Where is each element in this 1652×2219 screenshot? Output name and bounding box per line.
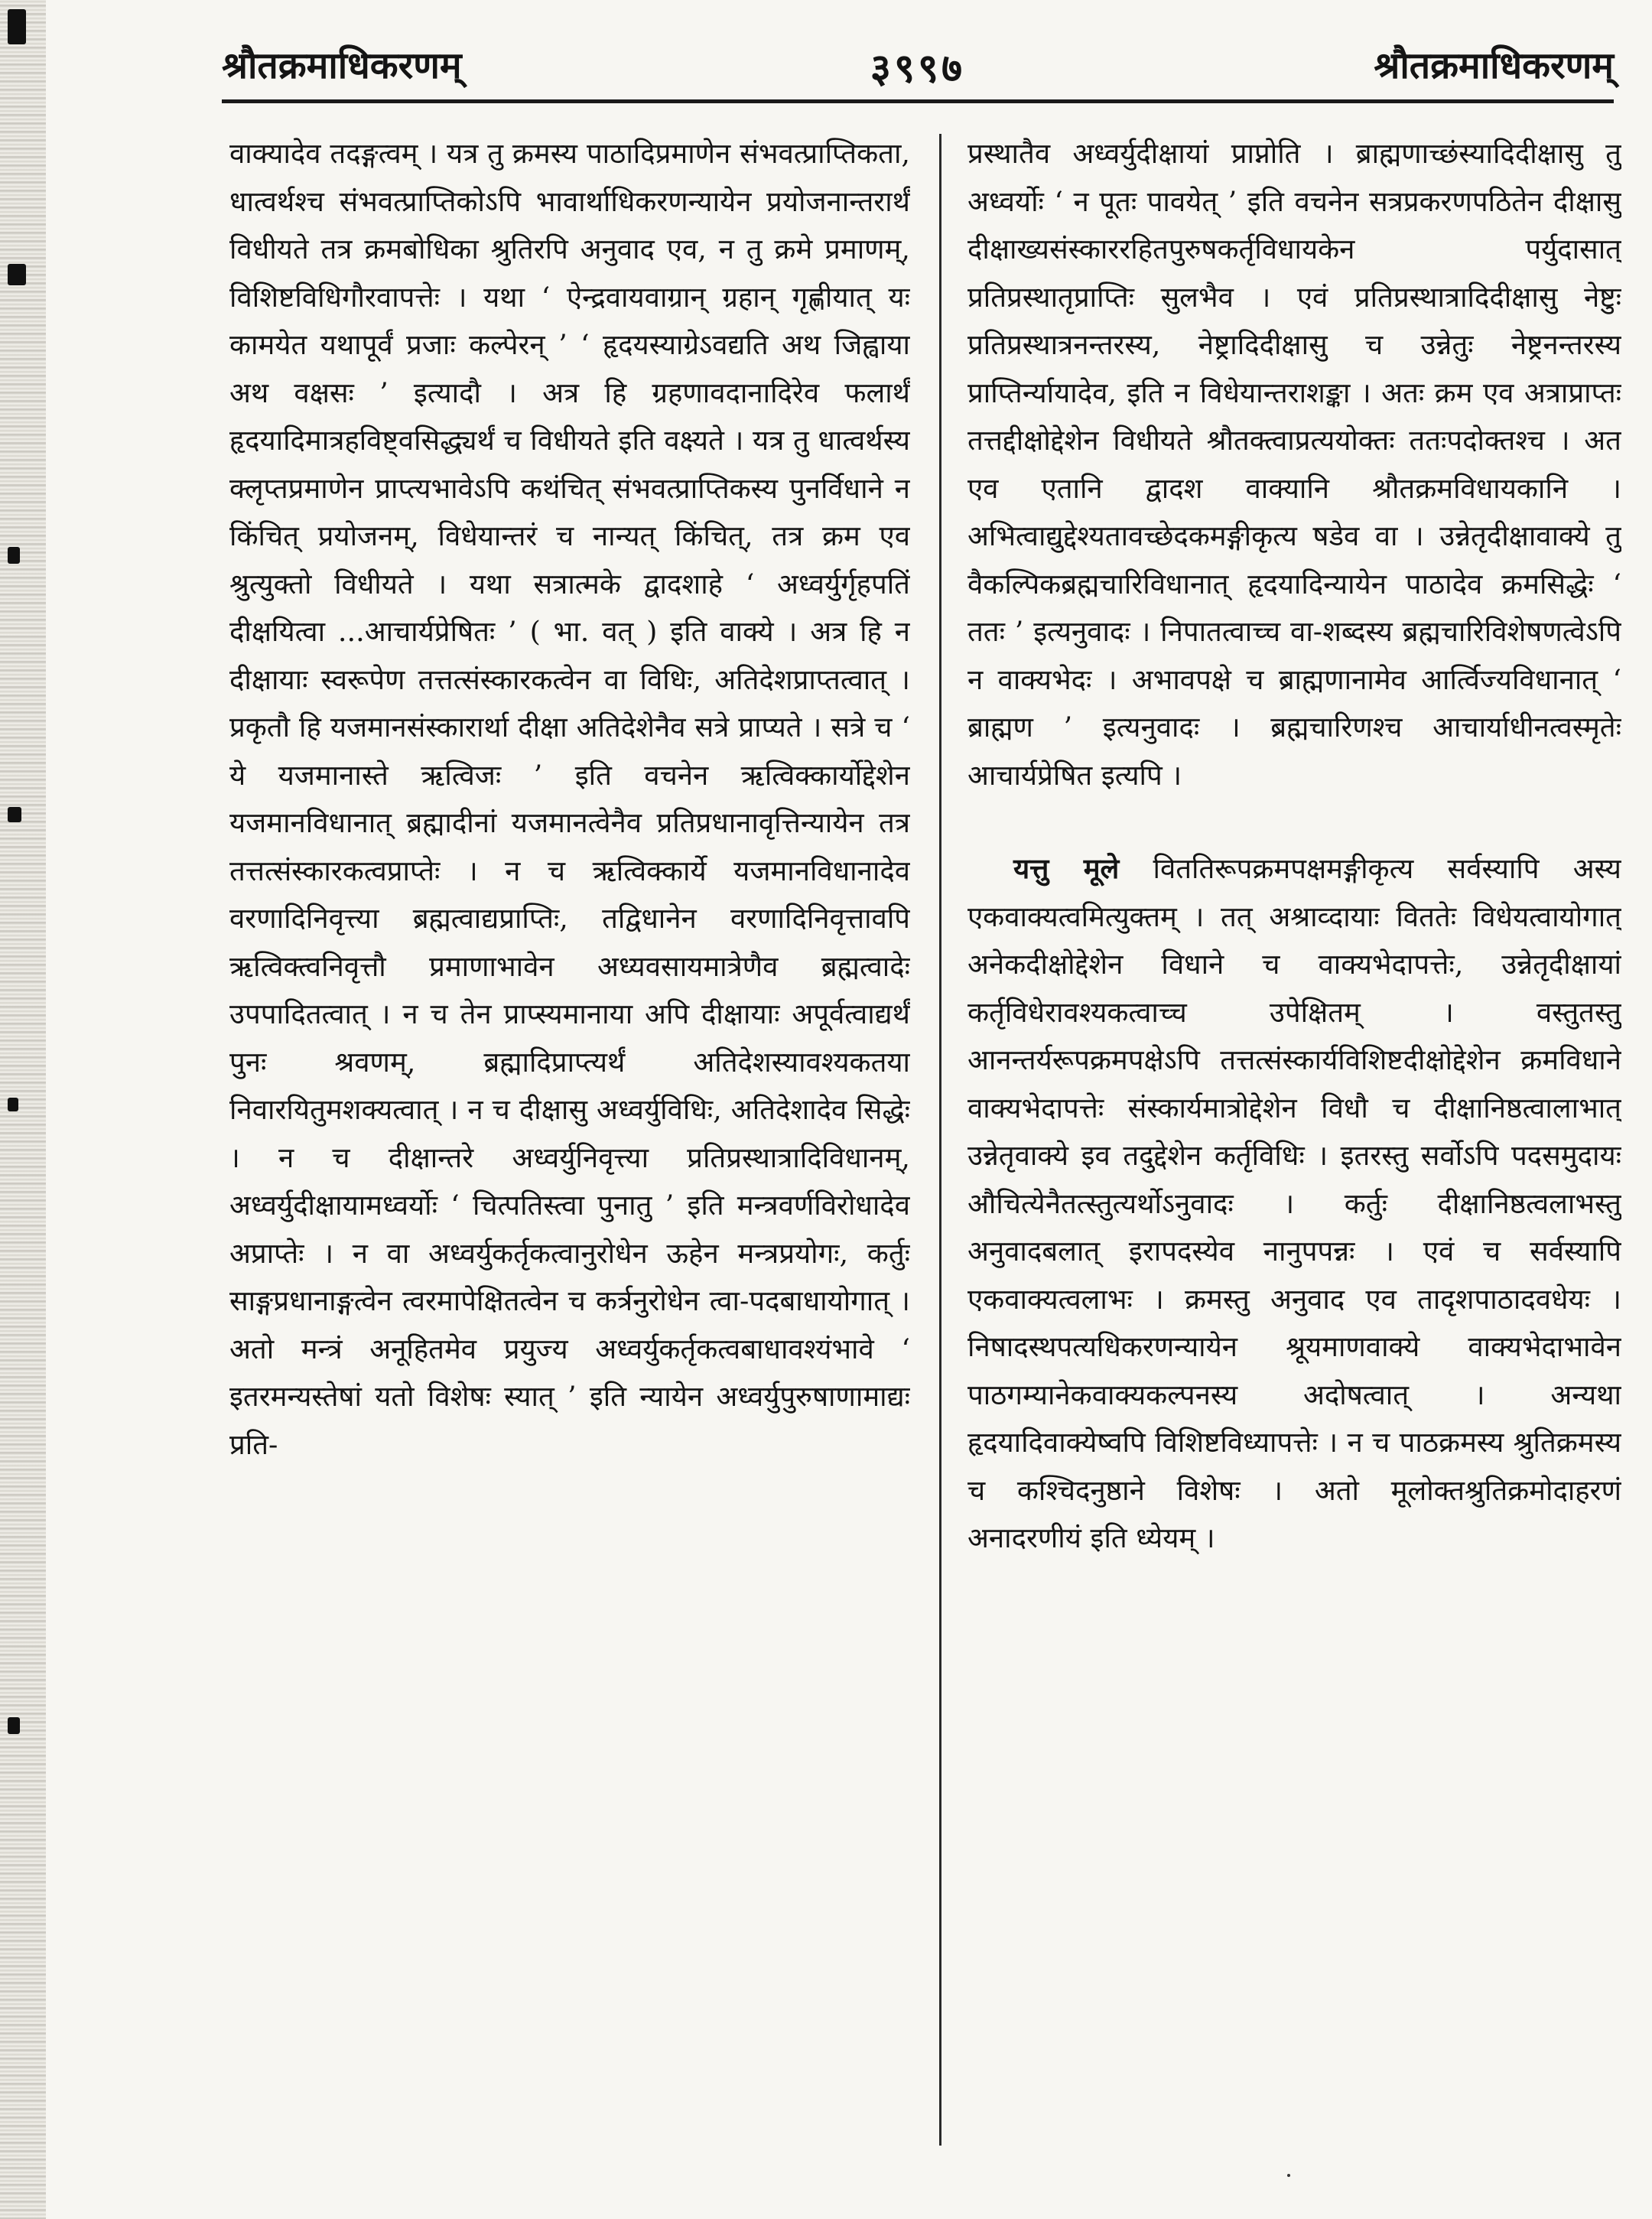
right-column xyxy=(967,130,1621,2165)
print-speck xyxy=(1287,2174,1290,2177)
column-divider xyxy=(939,134,941,2146)
right-column-paragraph-2 xyxy=(967,845,1621,1563)
left-column xyxy=(229,130,910,2165)
edge-mark xyxy=(8,9,26,44)
edge-mark xyxy=(8,1717,20,1734)
paragraph-lead: यत्तु मूले xyxy=(1013,852,1120,885)
edge-mark xyxy=(8,807,21,822)
edge-mark xyxy=(8,547,20,564)
right-column-paragraph-1: प्रस्थातैव अध्वर्युदीक्षायां प्राप्नोति । ब्राह्मणाच्छंस्यादिदीक्षासु तु अध्वर्योः ‘ न पूतः पावयेत् ’ इति वचनेन सत्रप्रकरणपठितेन दीक्षासु दीक्षाख्यसंस्काररहितपुरुषकर्तृविधायकेन पर्युदासात् प्रतिप्रस्थातृप्राप्तिः सुलभैव । एवं प्रतिप्रस्थात्रादिदीक्षासु नेष्टुः प्रतिप्रस्थात्रनन्तरस्य, नेष्ट्रादिदीक्षासु च उन्नेतुः नेष्ट्रनन्तरस्य प्राप्तिर्न्यायादेव, इति न विधेयान्तराशङ्का । अतः क्रम एव अत्राप्राप्तः तत्तद्दीक्षोद्देशेन विधीयते श्रौतक्त्वाप्रत्ययोक्तः ततःपदोक्तश्च । अत एव एतानि द्वादश वाक्यानि श्रौतक्रमविधायकानि । अभित्वाद्युद्देश्यतावच्छेदकमङ्गीकृत्य षडेव वा । उन्नेतृदीक्षावाक्ये तु वैकल्पिकब्रह्मचारिविधानात् हृदयादिन्यायेन पाठादेव क्रमसिद्धेः ‘ ततः ’ इत्यनुवादः । निपातत्वाच्च वा-शब्दस्य ब्रह्मचारिविशेषणत्वेऽपि न वाक्यभेदः । अभावपक्षे च ब्राह्मणानामेव आर्त्विज्यविधानात् ‘ ब्राह्मण ’ इत्यनुवादः । ब्रह्मचारिणश्च आचार्याधीनत्वस्मृतेः आचार्यप्रेषित इत्यपि । xyxy=(967,137,1621,792)
running-header xyxy=(222,31,1614,103)
edge-mark xyxy=(8,1098,18,1111)
edge-mark xyxy=(8,264,26,285)
header-right-title: श्रौतक्रमाधिकरणम् xyxy=(1374,44,1614,87)
paragraph-2-body: विततिरूपक्रमपक्षमङ्गीकृत्य सर्वस्यापि अस्य एकवाक्यत्वमित्युक्तम् । तत् अश्राव्दायाः विततेः विधेयत्वायोगात् अनेकदीक्षोद्देशेन विधाने च वाक्यभेदापत्तेः, उन्नेतृदीक्षायां कर्तृविधेरावश्यकत्वाच्च उपेक्षितम् । वस्तुतस्तु आनन्तर्यरूपक्रमपक्षेऽपि तत्तत्संस्कार्यविशिष्टदीक्षोद्देशेन क्रमविधाने वाक्यभेदापत्तेः संस्कार्यमात्रोद्देशेन विधौ च दीक्षानिष्ठत्वालाभात् उन्नेतृवाक्ये इव तदुद्देशेन कर्तृविधिः । इतरस्तु सर्वोऽपि पदसमुदायः औचित्येनैतत्स्तुत्यर्थोऽनुवादः । कर्तुः दीक्षानिष्ठत्वलाभस्तु अनुवादबलात् इरापदस्येव नानुपपन्नः । एवं च सर्वस्यापि एकवाक्यत्वलाभः । क्रमस्तु अनुवाद एव तादृशपाठादवधेयः । निषादस्थपत्यधिकरणन्यायेन श्रूयमाणवाक्ये वाक्यभेदाभावेन पाठगम्यानेकवाक्यकल्पनस्य अदोषत्वात् । अन्यथा हृदयादिवाक्येष्वपि विशिष्टविध्यापत्तेः । न च पाठक्रमस्य श्रुतिक्रमस्य च कश्चिदनुष्ठाने विशेषः । अतो मूलोक्तश्रुतिक्रमोदाहरणं अनादरणीयं इति ध्येयम् । xyxy=(967,852,1621,1554)
left-column-text: वाक्यादेव तदङ्गत्वम् । यत्र तु क्रमस्य पाठादिप्रमाणेन संभवत्प्राप्तिकता, धात्वर्थश्च संभवत्प्राप्तिकोऽपि भावार्थाधिकरणन्यायेन प्रयोजनान्तरार्थं विधीयते तत्र क्रमबोधिका श्रुतिरपि अनुवाद एव, न तु क्रमे प्रमाणम्, विशिष्टविधिगौरवापत्तेः । यथा ‘ ऐन्द्रवायवाग्रान् ग्रहान् गृह्णीयात् यः कामयेत यथापूर्वं प्रजाः कल्पेरन् ’ ‘ हृदयस्याग्रेऽवद्यति अथ जिह्वाया अथ वक्षसः ’ इत्यादौ । अत्र हि ग्रहणावदानादिरेव फलार्थं हृदयादिमात्रहविष्ट्वसिद्ध्यर्थं च विधीयते इति वक्ष्यते । यत्र तु धात्वर्थस्य क्लृप्तप्रमाणेन प्राप्त्यभावेऽपि कथंचित् संभवत्प्राप्तिकस्य पुनर्विधाने न किंचित् प्रयोजनम्, विधेयान्तरं च नान्यत् किंचित्, तत्र क्रम एव श्रुत्युक्तो विधीयते । यथा सत्रात्मके द्वादशाहे ‘ अध्वर्युर्गृहपतिं दीक्षयित्वा ...आचार्यप्रेषितः ’ ( भा. वत् ) इति वाक्ये । अत्र हि न दीक्षायाः स्वरूपेण तत्तत्संस्कारकत्वेन वा विधिः, अतिदेशप्राप्तत्वात् । प्रकृतौ हि यजमानसंस्कारार्था दीक्षा अतिदेशेनैव सत्रे प्राप्यते । सत्रे च ‘ ये यजमानास्ते ऋत्विजः ’ इति वचनेन ऋत्विक्कार्योद्देशेन यजमानविधानात् ब्रह्मादीनां यजमानत्वेनैव प्रतिप्रधानावृत्तिन्यायेन तत्र तत्तत्संस्कारकत्वप्राप्तेः । न च ऋत्विक्कार्ये यजमानविधानादेव वरणादिनिवृत्त्या ब्रह्मत्वाद्यप्राप्तिः, तद्विधानेन वरणादिनिवृत्तावपि ऋत्विक्त्वनिवृत्तौ प्रमाणाभावेन अध्यवसायमात्रेणैव ब्रह्मत्वादेः उपपादितत्वात् । न च तेन प्राप्स्यमानाया अपि दीक्षायाः अपूर्वत्वाद्यर्थं पुनः श्रवणम्, ब्रह्मादिप्राप्त्यर्थं अतिदेशस्यावश्यकतया निवारयितुमशक्यत्वात् । न च दीक्षासु अध्वर्युविधिः, अतिदेशादेव सिद्धेः । न च दीक्षान्तरे अध्वर्युनिवृत्त्या प्रतिप्रस्थात्रादिविधानम्, अध्वर्युदीक्षायामध्वर्योः ‘ चित्पतिस्त्वा पुनातु ’ इति मन्त्रवर्णविरोधादेव अप्राप्तेः । न वा अध्वर्युकर्तृकत्वानुरोधेन ऊहेन मन्त्रप्रयोगः, कर्तुः साङ्गप्रधानाङ्गत्वेन त्वरमापेक्षितत्वेन च कर्त्रनुरोधेन त्वा-पदबाधायोगात् । अतो मन्त्रं अनूहितमेव प्रयुज्य अध्वर्युकर्तृकत्वबाधावश्यंभावे ‘ इतरमन्यस्तेषां यतो विशेषः स्यात् ’ इति न्यायेन अध्वर्युपुरुषाणामाद्यः प्रति- xyxy=(229,137,910,1461)
header-left-title: श्रौतक्रमाधिकरणम् xyxy=(222,44,462,87)
page-binding-edge xyxy=(0,0,46,2219)
page-number: ३९९७ xyxy=(870,45,966,92)
